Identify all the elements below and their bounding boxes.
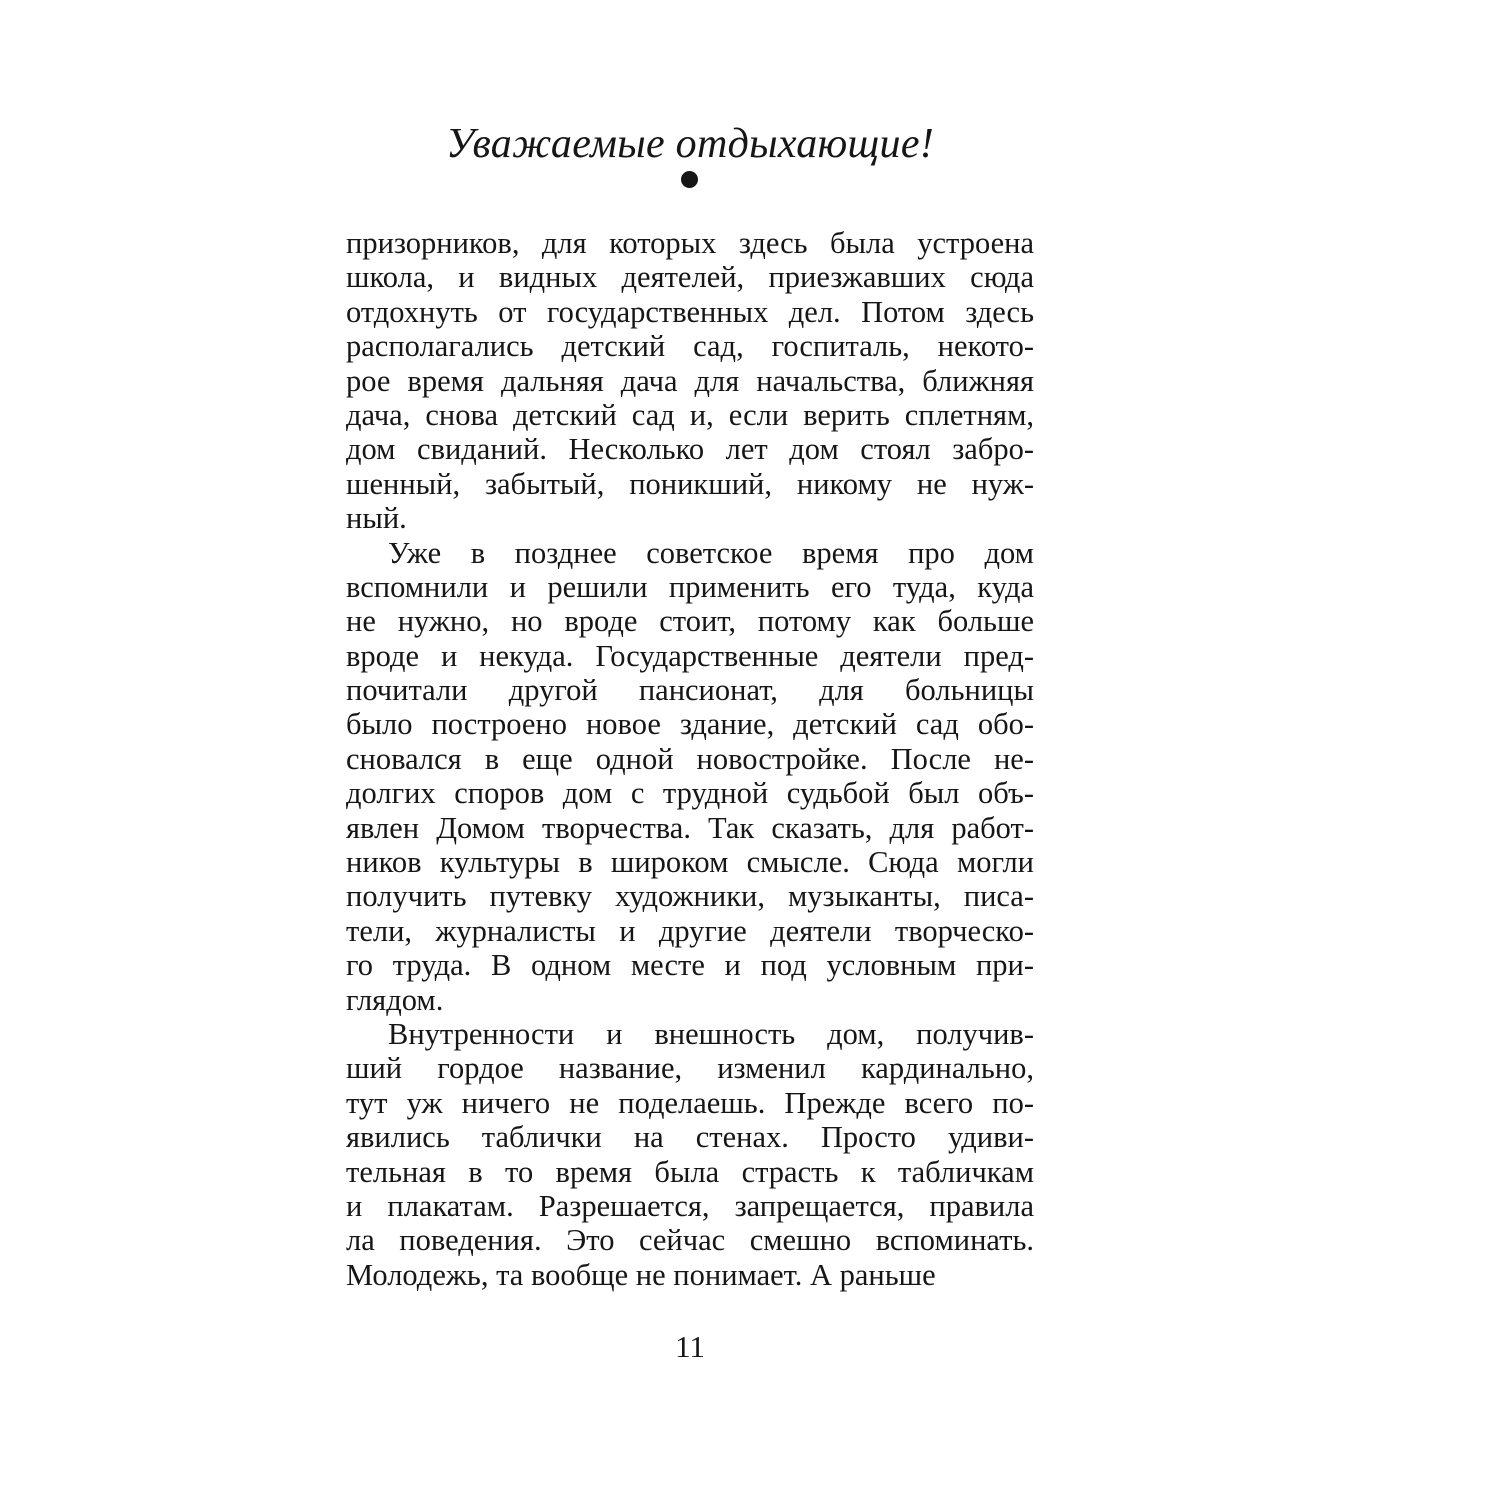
text-line: сновался в еще одной новостройке. После не-	[346, 741, 1034, 776]
bullet-ornament-icon	[681, 171, 698, 188]
text-line: рое время дальняя дача для начальства, ближняя	[346, 363, 1034, 398]
running-head: Уважаемые отдыхающие!	[445, 121, 935, 167]
paragraph	[346, 1017, 1034, 1292]
text-line: Уже в позднее советское время про дом	[388, 535, 1034, 570]
text-line: Внутренности и внешность дом, получив-	[388, 1016, 1034, 1051]
text-line: Молодежь, та вообще не понимает. А раньше	[346, 1257, 936, 1292]
text-line: не нужно, но вроде стоит, потому как больше	[346, 604, 1034, 639]
text-line: глядом.	[346, 982, 444, 1017]
text-line: почитали другой пансионат, для больницы	[346, 673, 1034, 708]
text-line: вроде и некуда. Государственные деятели пред-	[346, 638, 1034, 673]
text-line: го труда. В одном месте и под условным при-	[346, 948, 1034, 983]
text-line: призорников, для которых здесь была устроена	[346, 226, 1034, 260]
text-line: тели, журналисты и другие деятели творческо-	[346, 913, 1034, 948]
text-line: дом свиданий. Несколько лет дом стоял забро-	[346, 432, 1034, 467]
text-line: шенный, забытый, поникший, никому не нуж-	[346, 466, 1034, 501]
text-line: ников культуры в широком смысле. Сюда могли	[346, 845, 1034, 880]
text-line: тельная в то время была страсть к табличкам	[346, 1154, 1034, 1189]
text-line: отдохнуть от государственных дел. Потом здесь	[346, 294, 1034, 329]
text-line: располагались детский сад, госпиталь, некото-	[346, 329, 1034, 364]
text-line: было построено новое здание, детский сад обо-	[346, 707, 1034, 742]
text-line: тут уж ничего не поделаешь. Прежде всего по-	[346, 1085, 1034, 1120]
text-line: ший гордое название, изменил кардинально,	[346, 1051, 1034, 1086]
text-line: дача, снова детский сад и, если верить сплетням,	[346, 397, 1034, 432]
text-line: получить путевку художники, музыканты, писа-	[346, 879, 1034, 914]
page-number: 11	[675, 1329, 705, 1364]
text-line: явлен Домом творчества. Так сказать, для работ-	[346, 810, 1034, 845]
text-line: и плакатам. Разрешается, запрещается, правила	[346, 1188, 1034, 1223]
text-line: школа, и видных деятелей, приезжавших сюда	[346, 260, 1034, 295]
text-line: ла поведения. Это сейчас смешно вспоминать.	[346, 1223, 1034, 1258]
paragraph	[346, 226, 1034, 536]
text-line: явились таблички на стенах. Просто удиви-	[346, 1120, 1034, 1155]
text-line: вспомнили и решили применить его туда, куда	[346, 569, 1034, 604]
paragraph	[346, 536, 1034, 1017]
body-text	[346, 226, 1034, 1292]
text-line: долгих споров дом с трудной судьбой был объ-	[346, 776, 1034, 811]
text-line: ный.	[346, 501, 407, 536]
